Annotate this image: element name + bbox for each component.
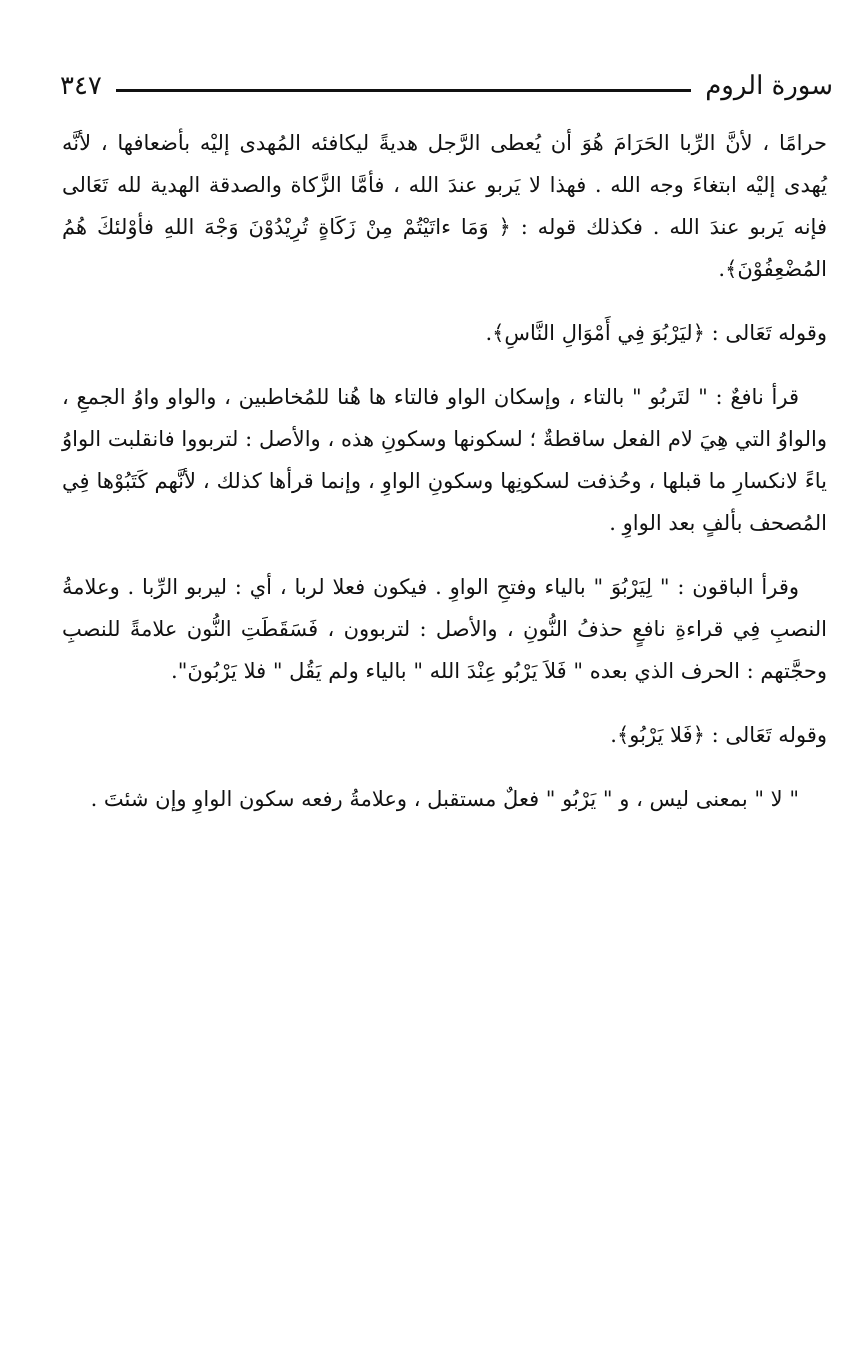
paragraph-others-reading: وقرأ الباقون : " لِيَرْبُوَ " بالياء وفتحِ الواوِ . فيكون فعلا لربا ، أي : ليربو الرِّبا . وعلامةُ النصبِ فِي قراءةِ نافعٍ حذفُ النُّونِ ، والأصل : لتربوون ، فَسَقَطَتِ النُّون علامةً للنصبِ وحجَّتهم : الحرف الذي بعده " فَلاَ يَرْبُو عِنْدَ الله " بالياء ولم يَقُل " فلا يَرْبُونَ".: [62, 575, 827, 683]
paragraph-la-meaning: " لا " بمعنى ليس ، و " يَرْبُو " فعلٌ مستقبل ، وعلامةُ رفعه سكون الواوِ وإن شئتَ .: [90, 787, 799, 811]
paragraph-commentary-riba: حرامًا ، لأنَّ الرِّبا الحَرَامَ هُوَ أن يُعطى الرَّجل هديةً ليكافئه المُهدى إليْه بأضعافها ، لأنَّه يُهدى إليْه ابتغاءَ وجه الله . فهذا لا يَربو عندَ الله ، فأمَّا الزَّكاة والصدقة الهدية لله تَعَالى فإنه يَربو عندَ الله . فكذلك قوله : ﴿ وَمَا ءاتَيْتُمْ مِنْ زَكَاةٍ تُرِيْدُوْنَ وَجْهَ اللهِ فأوْلئكَ هُمُ المُضْعِفُوْنَ﴾.: [62, 131, 827, 281]
verse-heading-fala-yarbu: وقوله تَعَالى : ﴿فَلا يَرْبُو﴾.: [610, 723, 827, 747]
surah-title: سورة الروم: [705, 71, 833, 101]
header-rule: [116, 89, 691, 92]
page-number: ٣٤٧: [60, 71, 102, 101]
paragraph-nafi-reading: قرأ نافعٌ : " لتَربُو " بالتاء ، وإسكان الواو فالتاء ها هُنا للمُخاطبين ، والواو واوُ الجمعِ ، والواوُ التي هِيَ لام الفعل ساقطةٌ ؛ لسكونها وسكونِ هذه ، والأصل : لتربووا فانقلبت الواوُ ياءً لانكسارِ ما قبلها ، وحُذفت لسكونِها وسكونِ الواوِ ، وإنما قرأها كذلك ، لأنَّهم كَتَبُوْها فِي المُصحف بألفٍ بعد الواوِ .: [62, 385, 827, 535]
page-body: [62, 122, 827, 820]
page-header: [60, 64, 833, 108]
verse-heading-liyarbuwa: وقوله تَعَالى : ﴿ليَرْبُوَ فِي أَمْوَالِ النَّاسِ﴾.: [485, 321, 827, 345]
